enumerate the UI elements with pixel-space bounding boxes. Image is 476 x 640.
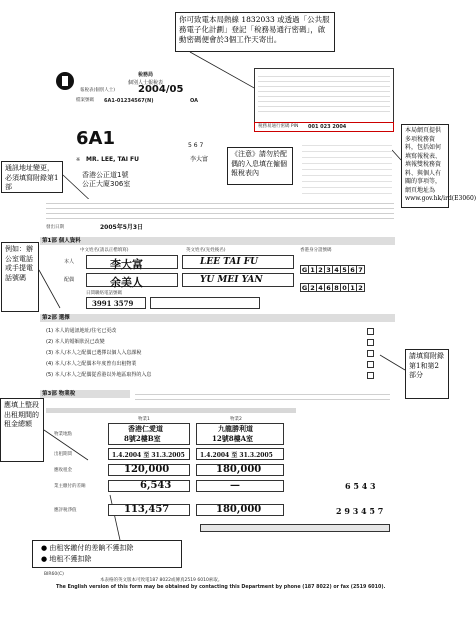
self-id-digit: 3 <box>324 265 333 274</box>
spouse-id-digit: 1 <box>348 283 357 292</box>
sec2-item-label: (1) 本人的通訊地址/住宅已更改 <box>46 328 117 334</box>
self-id-digit: G <box>301 266 308 274</box>
file-number: 6A1-01234567(N) <box>104 98 154 104</box>
assessment-year: 2004/05 <box>138 84 184 95</box>
self-id-digit: 4 <box>332 265 341 274</box>
net-value-label: 應評稅淨值 <box>54 508 77 513</box>
prop2-addr-line2: 12號8樓A室 <box>212 434 254 443</box>
footer-cn: 本表格的英文版本可致電187 8022或傳真2519 6010索取。 <box>100 578 223 583</box>
bullet-item: ● 地租不獲扣除 <box>41 555 92 563</box>
self-id-digit: 5 <box>340 265 349 274</box>
spouse-id-digit: 2 <box>308 283 317 292</box>
issue-date: 2005年5月3日 <box>100 224 144 231</box>
spouse-id-boxes[interactable] <box>300 275 364 294</box>
form-id: 6A1 <box>76 128 115 149</box>
spouse-name-cn: 余美人 <box>110 276 143 289</box>
address-line1: 香港公正道1號 <box>82 171 129 179</box>
prop2-rent: 180,000 <box>216 464 262 475</box>
prop2-addr-line1: 九龍勝利道 <box>218 424 253 433</box>
ref-number: 5 6 7 <box>188 142 204 149</box>
bullet-text-1: 由租客繳付的差餉不獲扣除 <box>49 544 134 552</box>
spouse-id-digit: 8 <box>332 283 341 292</box>
self-id-digit: 1 <box>308 265 317 274</box>
footer-code: BIR60(C) <box>44 572 64 577</box>
sec2-item-label: (3) 本人/本人之配偶已選擇以個人入息課稅 <box>46 350 142 356</box>
prop1-rent: 120,000 <box>124 464 170 475</box>
section-3-header: 第3部 物業稅 <box>40 390 130 398</box>
prop1-period: 1.4.2004 至 31.3.2005 <box>112 452 185 459</box>
prop-location-label: 物業地點 <box>54 432 72 437</box>
sec1-col-id: 香港身分證號碼 <box>300 248 332 253</box>
sec2-checkbox[interactable] <box>367 372 374 379</box>
phone-label: 日間聯絡電話號碼 <box>86 291 122 296</box>
form-title: 個別人士報稅表 <box>128 80 164 86</box>
rates-total: 6 5 4 3 <box>345 481 376 491</box>
spouse-id-digit: 2 <box>356 283 365 292</box>
spouse-id-digit: 4 <box>316 283 325 292</box>
rates-label: 業主繳付的差餉 <box>54 484 86 489</box>
callout-rent-total-text: 應填上整段出租期間的租金總額 <box>4 401 39 428</box>
callout-parts-text: 請填寫附錄第1和第2部分 <box>409 352 444 379</box>
right-info-block <box>302 140 392 195</box>
section-1-header: 第1部 個人資料 <box>40 237 395 245</box>
prop2-rates: — <box>230 480 240 491</box>
self-label: 本人 <box>64 259 75 265</box>
spouse-label: 配偶 <box>64 277 75 283</box>
page-code: OA <box>190 98 198 104</box>
sec3-intro <box>135 390 390 404</box>
pin-panel-text <box>258 72 390 116</box>
net-total: 2 9 3 4 5 7 <box>336 506 384 516</box>
prop2-net: 180,000 <box>216 504 262 515</box>
extra-field[interactable] <box>150 297 260 309</box>
sec2-checkbox[interactable] <box>367 339 374 346</box>
prop2-period: 1.4.2004 至 31.3.2005 <box>200 452 273 459</box>
self-id-digit: 7 <box>356 265 365 274</box>
callout-phone-example-text: 例如：辦公室電話或手提電話號碼 <box>5 245 33 282</box>
taxpayer-name-en: MR. LEE, TAI FU <box>86 156 140 163</box>
self-id-digit: 6 <box>348 265 357 274</box>
sec1-col-cn: 中文姓名(請以正楷填寫) <box>80 248 129 253</box>
sec2-item-label: (2) 本人的婚姻狀況已改變 <box>46 339 105 345</box>
issue-date-label: 發出日期 <box>46 225 64 230</box>
bullet-text-2: 地租不獲扣除 <box>49 555 92 563</box>
ird-logo-mark <box>62 76 68 86</box>
bullet-item: ● 由租客繳付的差餉不獲扣除 <box>41 544 134 552</box>
pin-label: 稅務易通行密碼 PIN <box>258 124 299 129</box>
prop2-header: 物業2 <box>230 417 242 422</box>
prop1-rates: 6,543 <box>140 480 172 491</box>
period-label: 出租期間 <box>54 452 72 457</box>
self-name-cn: 李大富 <box>110 258 143 271</box>
spouse-name-en: YU MEI YAN <box>200 275 263 285</box>
sec2-item-label: (5) 本人/本人之配偶從香港以外地區取得的入息 <box>46 372 152 378</box>
summary-bar <box>200 524 390 532</box>
pin-value: 001 023 2004 <box>308 124 347 130</box>
prop1-addr-line2: 8號2樓B室 <box>124 434 161 443</box>
sec1-col-en: 英文姓名(先姓後名) <box>186 248 226 253</box>
section-2-header: 第2部 選擇 <box>40 314 395 322</box>
spouse-id-digit: G <box>301 284 308 292</box>
spouse-id-digit: 6 <box>324 283 333 292</box>
callout-pin-hotline-text: 你可致電本局熱線 1832033 或透過「公共服務電子化計劃」登記「稅務易通行密碼」，啟動密碼便會於3個工作天寄出。 <box>179 15 330 44</box>
file-label: 檔案號碼 <box>76 98 94 103</box>
address-line2: 公正大廈306室 <box>82 180 131 188</box>
prop1-header: 物業1 <box>138 417 150 422</box>
sec3-note <box>46 408 296 413</box>
taxpayer-name-cn: 李大富 <box>190 156 209 163</box>
rent-label: 應收租金 <box>54 468 72 473</box>
spouse-id-digit: 0 <box>340 283 349 292</box>
name-prefix: ※ <box>76 157 81 163</box>
callout-address-change-text: 通訊地址變更，必須填寫附錄第1部 <box>5 164 59 191</box>
sec2-item <box>46 370 386 381</box>
prop2-rates-field[interactable] <box>196 480 284 492</box>
sec2-item <box>46 348 386 359</box>
footer-en: The English version of this form may be obtained by contacting this Department by phone (187 8022) or fax (2519 6010). <box>56 585 386 590</box>
prop1-addr-line1: 香港仁愛道 <box>128 424 163 433</box>
sec2-checkbox[interactable] <box>367 350 374 357</box>
sec2-checkbox[interactable] <box>367 361 374 368</box>
callout-website-text: 本局網頁提供多項稅務資料，包括如何填寫報稅表、填報雙稅務資料、與個人有關的事項等，網頁地址為www.gov.hk/ird(E3060) <box>405 127 476 202</box>
sec2-item <box>46 326 386 337</box>
self-id-boxes[interactable] <box>300 257 364 276</box>
sec2-checkbox[interactable] <box>367 328 374 335</box>
dept-name: 稅務局 <box>138 72 154 78</box>
form-code-label: 報稅表(個別人士) <box>80 88 116 93</box>
self-name-en: LEE TAI FU <box>200 257 258 267</box>
callout-notice-text: 《注意》請勿於配偶的入息填在僱個報稅表內 <box>231 150 287 177</box>
self-id-digit: 2 <box>316 265 325 274</box>
tax-return-form <box>40 60 395 600</box>
prop1-net: 113,457 <box>124 504 170 515</box>
sec2-item <box>46 337 386 348</box>
instruction-text <box>46 199 394 219</box>
sec2-item-label: (4) 本人/本人之配偶本年度曾有出租物業 <box>46 361 137 367</box>
sec2-item <box>46 359 386 370</box>
sec2-list <box>46 326 386 381</box>
phone-value: 3991 3579 <box>92 299 134 308</box>
